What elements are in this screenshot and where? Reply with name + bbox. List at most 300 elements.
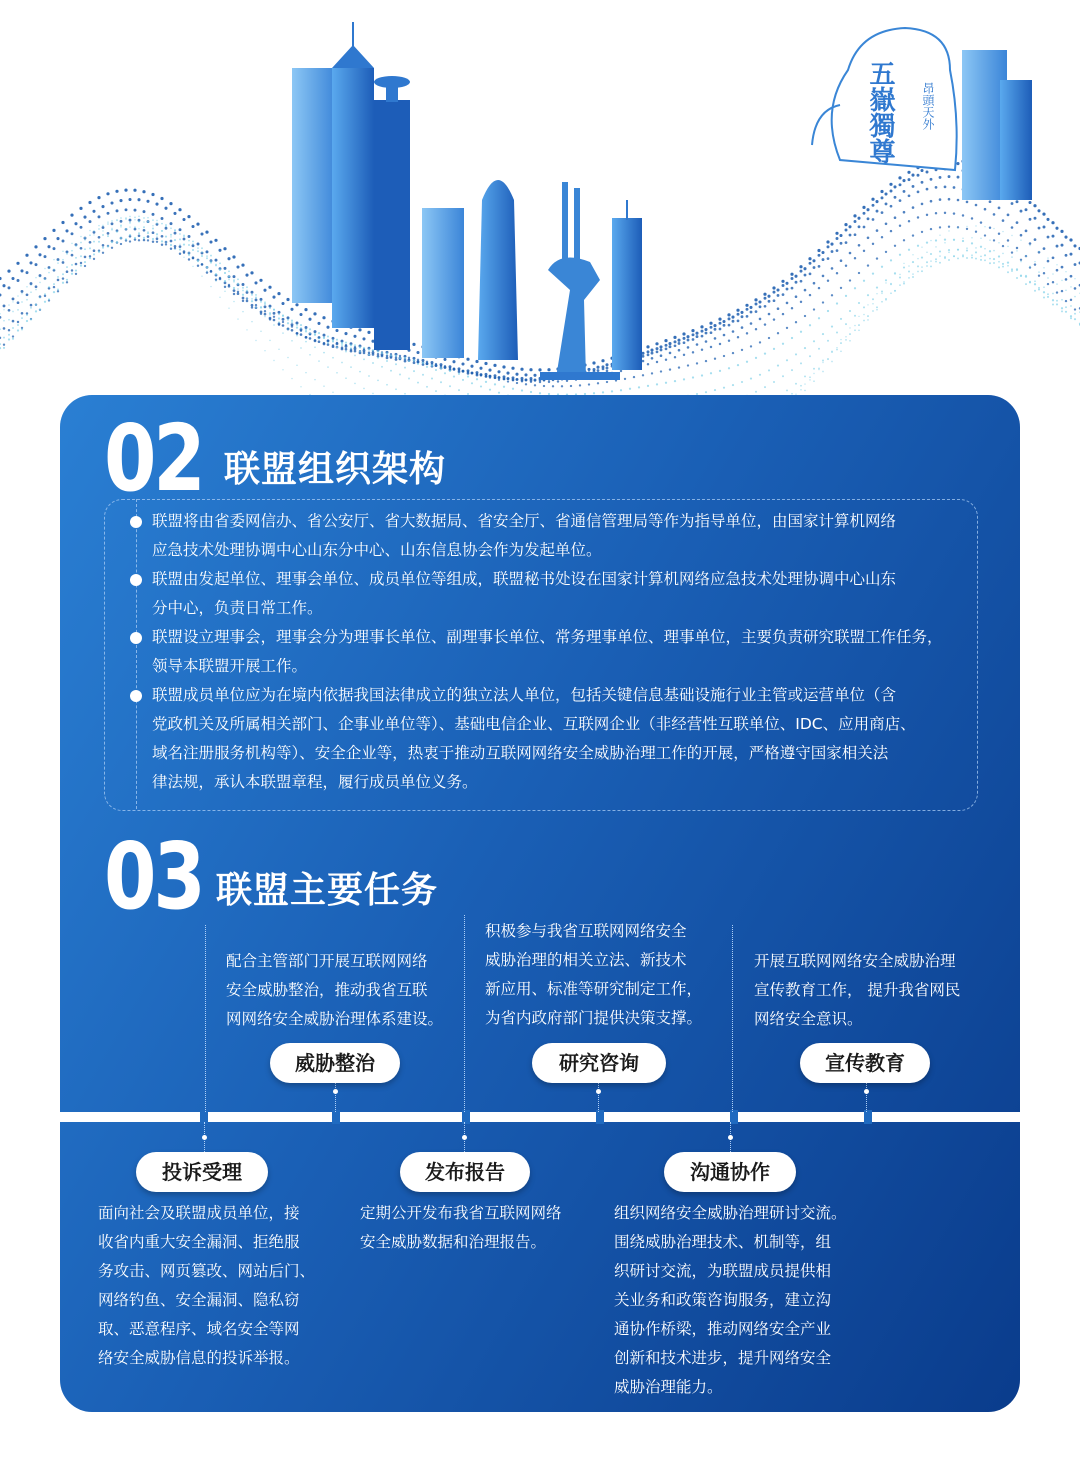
- wave-dot: [525, 379, 528, 382]
- wave-dot: [179, 248, 181, 250]
- wave-dot: [710, 331, 713, 334]
- task-line: 定期公开发布我省互联网网络: [360, 1204, 562, 1222]
- wave-dot: [602, 391, 604, 393]
- wave-dot: [971, 217, 973, 219]
- wave-dot: [998, 207, 1001, 210]
- wave-dot: [647, 363, 649, 365]
- wave-dot: [47, 245, 50, 248]
- wave-dot: [219, 277, 221, 279]
- wave-dot: [777, 365, 779, 367]
- wave-dot: [241, 264, 244, 267]
- task-line: 创新和技术进步，提升网络安全: [614, 1349, 832, 1367]
- wave-dot: [250, 271, 253, 274]
- wave-dot: [1002, 253, 1004, 255]
- wave-dot: [782, 284, 785, 287]
- wave-dot: [998, 232, 1000, 234]
- wave-dot: [817, 249, 820, 252]
- wave-dot: [282, 324, 285, 327]
- wave-dot: [8, 304, 10, 306]
- wave-dot: [65, 229, 68, 232]
- wave-dot: [350, 366, 352, 368]
- wave-dot: [102, 225, 104, 227]
- wave-dot: [993, 258, 995, 260]
- wave-dot: [926, 188, 929, 191]
- wave-dot: [669, 352, 672, 355]
- task-line: 配合主管部门开展互联网网络: [226, 952, 428, 970]
- wave-dot: [687, 339, 690, 342]
- wave-dot: [20, 269, 23, 272]
- wave-dot: [872, 310, 874, 312]
- wave-dot: [647, 350, 650, 353]
- wave-dot: [683, 341, 686, 344]
- wave-dot: [313, 312, 316, 315]
- wave-dot: [260, 330, 262, 332]
- wave-dot: [1064, 236, 1067, 239]
- wave-dot: [840, 287, 842, 289]
- wave-dot: [435, 363, 437, 365]
- wave-dot: [143, 229, 146, 232]
- wave-dot: [971, 254, 973, 256]
- wave-dot: [30, 304, 33, 307]
- wave-dot: [377, 350, 379, 352]
- wave-dot: [669, 368, 671, 370]
- wave-dot: [794, 275, 797, 278]
- wave-dot: [304, 308, 307, 311]
- wave-dot: [826, 240, 829, 243]
- task-description: [754, 947, 960, 1034]
- wave-dot: [1074, 296, 1076, 298]
- wave-dot: [737, 313, 740, 316]
- wave-dot: [714, 337, 717, 340]
- timeline-dot: [596, 1089, 601, 1094]
- wave-dot: [62, 261, 65, 264]
- wave-dot: [26, 320, 28, 322]
- wave-dot: [741, 315, 744, 318]
- wave-dot: [696, 362, 698, 364]
- wave-dot: [305, 341, 307, 343]
- wave-dot: [170, 222, 173, 225]
- wave-dot: [62, 273, 64, 275]
- wave-dot: [863, 226, 866, 229]
- wave-dot: [197, 243, 200, 246]
- wave-dot: [827, 245, 830, 248]
- wave-dot: [907, 171, 910, 174]
- wave-dot: [467, 375, 469, 377]
- wave-dot: [1074, 308, 1076, 310]
- timeline-dot: [462, 1135, 467, 1140]
- wave-dot: [800, 280, 803, 283]
- wave-dot: [390, 370, 392, 372]
- wave-dot: [435, 369, 437, 371]
- wave-dot: [1007, 246, 1009, 248]
- wave-dot: [426, 366, 428, 368]
- wave-dot: [39, 282, 41, 284]
- wave-dot: [57, 262, 59, 264]
- wave-dot: [1065, 278, 1068, 281]
- wave-dot: [0, 277, 2, 280]
- wave-dot: [786, 288, 789, 291]
- wave-dot: [813, 266, 816, 269]
- wave-dot: [809, 355, 811, 357]
- wave-dot: [678, 366, 680, 368]
- wave-dot: [998, 242, 1000, 244]
- wave-dot: [192, 257, 194, 259]
- wave-dot: [863, 212, 866, 215]
- wave-dot: [237, 288, 239, 290]
- task-connector: [732, 925, 733, 1112]
- wave-dot: [88, 201, 91, 204]
- wave-dot: [422, 362, 424, 364]
- bullet-line: 域名注册服务机构等）、安全企业等，热衷于推动互联网网络安全威胁治理工作的开展，严格遵守国家相关法: [152, 744, 889, 762]
- wave-dot: [822, 371, 824, 373]
- wave-dot: [557, 380, 559, 382]
- wave-dot: [116, 231, 118, 233]
- wave-dot: [516, 378, 519, 381]
- wave-dot: [79, 207, 82, 210]
- wave-dot: [242, 283, 245, 286]
- wave-dot: [138, 228, 139, 229]
- wave-dot: [975, 247, 977, 249]
- wave-dot: [192, 243, 194, 245]
- wave-dot: [624, 378, 626, 380]
- wave-dot: [791, 277, 794, 280]
- wave-dot: [151, 193, 154, 196]
- wave-dot: [822, 301, 824, 303]
- wave-dot: [1034, 217, 1037, 220]
- wave-dot: [515, 373, 518, 376]
- wave-dot: [245, 274, 248, 277]
- wave-dot: [314, 379, 316, 381]
- wave-dot: [782, 313, 784, 315]
- wave-dot: [318, 337, 320, 339]
- wave-dot: [804, 315, 806, 317]
- wave-dot: [1016, 221, 1019, 224]
- wave-dot: [57, 276, 59, 278]
- wave-dot: [278, 348, 280, 350]
- wave-dot: [1070, 315, 1072, 317]
- wave-dot: [1074, 313, 1076, 315]
- wave-dot: [3, 327, 6, 330]
- bullet-line: 分中心，负责日常工作。: [152, 599, 323, 617]
- wave-dot: [831, 250, 834, 253]
- wave-dot: [98, 215, 101, 218]
- wave-dot: [902, 179, 905, 182]
- wave-dot: [1065, 300, 1067, 302]
- wave-dot: [93, 241, 95, 243]
- task-line: 关业务和政策咨询服务，建立沟: [614, 1291, 832, 1309]
- wave-dot: [1047, 277, 1049, 279]
- wave-dot: [345, 344, 347, 346]
- wave-dot: [93, 253, 95, 255]
- wave-dot: [993, 239, 995, 241]
- wave-dot: [507, 380, 509, 382]
- wave-dot: [223, 247, 226, 250]
- wave-dot: [710, 326, 713, 329]
- wave-dot: [1043, 286, 1045, 288]
- wave-dot: [854, 220, 857, 223]
- bullet-line: 联盟设立理事会，理事会分为理事长单位、副理事长单位、常务理事单位、理事单位，主要负责研究联盟工作任务，: [152, 628, 943, 646]
- wave-dot: [129, 222, 131, 224]
- wave-dot: [129, 219, 132, 222]
- wave-dot: [953, 186, 956, 189]
- wave-dot: [269, 307, 271, 309]
- wave-dot: [1070, 305, 1072, 307]
- wave-dot: [719, 370, 721, 372]
- wave-dot: [80, 236, 82, 238]
- wave-dot: [876, 293, 877, 294]
- wave-dot: [1038, 275, 1040, 277]
- wave-dot: [327, 342, 329, 344]
- wave-dot: [242, 297, 245, 300]
- wave-dot: [521, 389, 523, 391]
- wave-dot: [885, 282, 886, 283]
- wave-dot: [1056, 291, 1058, 293]
- wave-dot: [746, 332, 748, 334]
- wave-dot: [494, 383, 496, 385]
- wave-dot: [146, 200, 149, 203]
- wave-dot: [827, 358, 829, 360]
- wave-dot: [35, 285, 38, 288]
- wave-dot: [308, 318, 311, 321]
- wave-dot: [957, 257, 959, 259]
- task-line: 网络钓鱼、安全漏洞、隐私窃: [98, 1291, 300, 1309]
- wave-dot: [881, 211, 884, 214]
- wave-dot: [1025, 230, 1028, 233]
- task-description: [226, 947, 443, 1034]
- wave-dot: [173, 212, 176, 215]
- wave-dot: [89, 234, 91, 236]
- wave-dot: [219, 262, 221, 264]
- wave-dot: [795, 353, 797, 355]
- wave-dot: [858, 244, 861, 247]
- wave-dot: [917, 191, 920, 194]
- wave-dot: [485, 375, 487, 377]
- wave-dot: [440, 381, 442, 383]
- wave-dot: [908, 220, 910, 222]
- wave-dot: [53, 291, 55, 293]
- wave-dot: [201, 247, 203, 249]
- wave-dot: [899, 183, 902, 186]
- wave-dot: [1047, 296, 1049, 298]
- wave-dot: [691, 329, 694, 332]
- wave-dot: [12, 297, 15, 300]
- wave-dot: [980, 238, 982, 240]
- wave-dot: [80, 242, 82, 244]
- wave-dot: [458, 373, 460, 375]
- wave-dot: [768, 337, 770, 339]
- wave-dot: [413, 370, 415, 372]
- wave-dot: [800, 331, 802, 333]
- wave-dot: [1002, 219, 1005, 222]
- wave-dot: [989, 239, 991, 241]
- wave-dot: [813, 373, 814, 374]
- wave-dot: [795, 383, 797, 385]
- wave-dot: [98, 225, 100, 227]
- wave-dot: [533, 374, 536, 377]
- wave-dot: [1046, 218, 1049, 221]
- wave-dot: [476, 373, 478, 375]
- wave-dot: [1007, 239, 1009, 241]
- wave-dot: [408, 360, 410, 362]
- wave-dot: [458, 389, 460, 391]
- wave-dot: [246, 329, 247, 330]
- wave-dot: [416, 351, 419, 354]
- wave-dot: [867, 237, 870, 240]
- wave-dot: [62, 277, 64, 279]
- wave-dot: [107, 235, 109, 237]
- wave-dot: [1065, 289, 1067, 291]
- wave-dot: [215, 264, 217, 266]
- wave-dot: [156, 237, 159, 240]
- wave-dot: [795, 295, 798, 298]
- wave-dot: [264, 313, 267, 316]
- wave-dot: [651, 352, 654, 355]
- wave-dot: [242, 287, 244, 289]
- wave-dot: [174, 239, 176, 241]
- wave-dot: [818, 317, 820, 319]
- wave-dot: [881, 236, 883, 238]
- wave-dot: [3, 309, 4, 310]
- wave-dot: [233, 281, 235, 283]
- wave-dot: [263, 289, 266, 292]
- timeline-gap: [730, 1110, 738, 1124]
- task-line: 网络安全意识。: [754, 1010, 863, 1028]
- wave-dot: [822, 362, 823, 363]
- wave-dot: [731, 316, 734, 319]
- wave-dot: [323, 334, 326, 337]
- wave-dot: [804, 390, 806, 392]
- wave-dot: [242, 300, 244, 302]
- wave-dot: [893, 185, 896, 188]
- wave-dot: [818, 369, 820, 371]
- wave-dot: [125, 238, 127, 240]
- wave-dot: [273, 308, 275, 310]
- wave-dot: [363, 388, 365, 390]
- wave-dot: [1051, 221, 1054, 224]
- wave-dot: [939, 198, 942, 201]
- wave-dot: [452, 360, 455, 363]
- wave-dot: [768, 369, 770, 371]
- wave-dot: [206, 257, 208, 259]
- wave-dot: [854, 325, 856, 327]
- wave-dot: [1065, 306, 1067, 308]
- wave-dot: [1070, 275, 1073, 278]
- wave-dot: [1034, 283, 1036, 285]
- wave-dot: [800, 385, 802, 387]
- wave-dot: [201, 251, 203, 253]
- wave-dot: [705, 332, 708, 335]
- wave-dot: [165, 227, 168, 230]
- wave-dot: [692, 338, 695, 341]
- wave-dot: [840, 350, 842, 352]
- wave-dot: [534, 384, 536, 386]
- wave-dot: [831, 351, 832, 352]
- wave-dot: [470, 365, 473, 368]
- wave-dot: [84, 248, 86, 250]
- wave-dot: [255, 294, 257, 296]
- wave-dot: [858, 329, 860, 331]
- wave-dot: [272, 296, 275, 299]
- bullet-paragraph: [152, 681, 964, 797]
- wave-dot: [728, 317, 731, 320]
- wave-dot: [525, 383, 527, 385]
- wave-dot: [160, 197, 163, 200]
- wave-dot: [143, 239, 145, 241]
- wave-dot: [291, 321, 293, 323]
- wave-dot: [197, 247, 199, 249]
- wave-dot: [849, 340, 851, 342]
- wave-dot: [0, 343, 1, 345]
- wave-dot: [827, 257, 830, 260]
- wave-dot: [876, 229, 879, 232]
- task-line: 安全威胁数据和治理报告。: [360, 1233, 547, 1251]
- wave-dot: [966, 201, 969, 204]
- wave-dot: [867, 264, 869, 266]
- wave-dot: [908, 249, 910, 251]
- wave-dot: [137, 198, 140, 201]
- wave-dot: [138, 239, 140, 241]
- wave-dot: [1011, 235, 1012, 236]
- wave-dot: [1056, 283, 1058, 285]
- wave-dot: [120, 237, 122, 239]
- wave-dot: [282, 318, 285, 321]
- wave-dot: [305, 330, 307, 332]
- wave-dot: [291, 325, 293, 327]
- wave-dot: [1020, 261, 1022, 263]
- wave-dot: [66, 266, 68, 268]
- wave-dot: [935, 239, 937, 241]
- wave-dot: [219, 297, 220, 298]
- wave-dot: [728, 340, 730, 342]
- wave-dot: [458, 369, 460, 371]
- wave-dot: [692, 333, 695, 336]
- wave-dot: [147, 235, 150, 238]
- wave-dot: [849, 252, 852, 255]
- wave-dot: [948, 230, 949, 231]
- wave-dot: [998, 266, 1000, 268]
- wave-dot: [66, 270, 69, 273]
- wave-dot: [1020, 259, 1022, 261]
- bullet-dot: [130, 574, 142, 586]
- wave-dot: [939, 255, 941, 257]
- wave-dot: [152, 228, 154, 230]
- wave-dot: [971, 242, 973, 244]
- wave-dot: [818, 287, 820, 289]
- wave-dot: [781, 280, 784, 283]
- task-line: 开展互联网网络安全威胁治理: [754, 952, 956, 970]
- wave-dot: [291, 329, 294, 332]
- task-connector: [598, 1083, 599, 1112]
- wave-dot: [993, 250, 995, 252]
- wave-dot: [723, 334, 726, 337]
- wave-dot: [318, 332, 320, 334]
- wave-dot: [682, 332, 685, 335]
- task-line: 积极参与我省互联网网络安全: [485, 922, 687, 940]
- bullet-paragraph: [152, 623, 964, 681]
- wave-dot: [930, 265, 932, 267]
- wave-dot: [111, 222, 114, 225]
- wave-dot: [0, 316, 1, 319]
- wave-dot: [957, 199, 960, 202]
- wave-dot: [80, 262, 82, 264]
- task-line: 网网络安全威胁治理体系建设。: [226, 1010, 444, 1028]
- wave-dot: [704, 328, 707, 331]
- wave-dot: [169, 202, 172, 205]
- wave-dot: [971, 257, 973, 259]
- wave-dot: [179, 243, 181, 245]
- wave-dot: [786, 327, 788, 329]
- wave-dot: [196, 223, 199, 226]
